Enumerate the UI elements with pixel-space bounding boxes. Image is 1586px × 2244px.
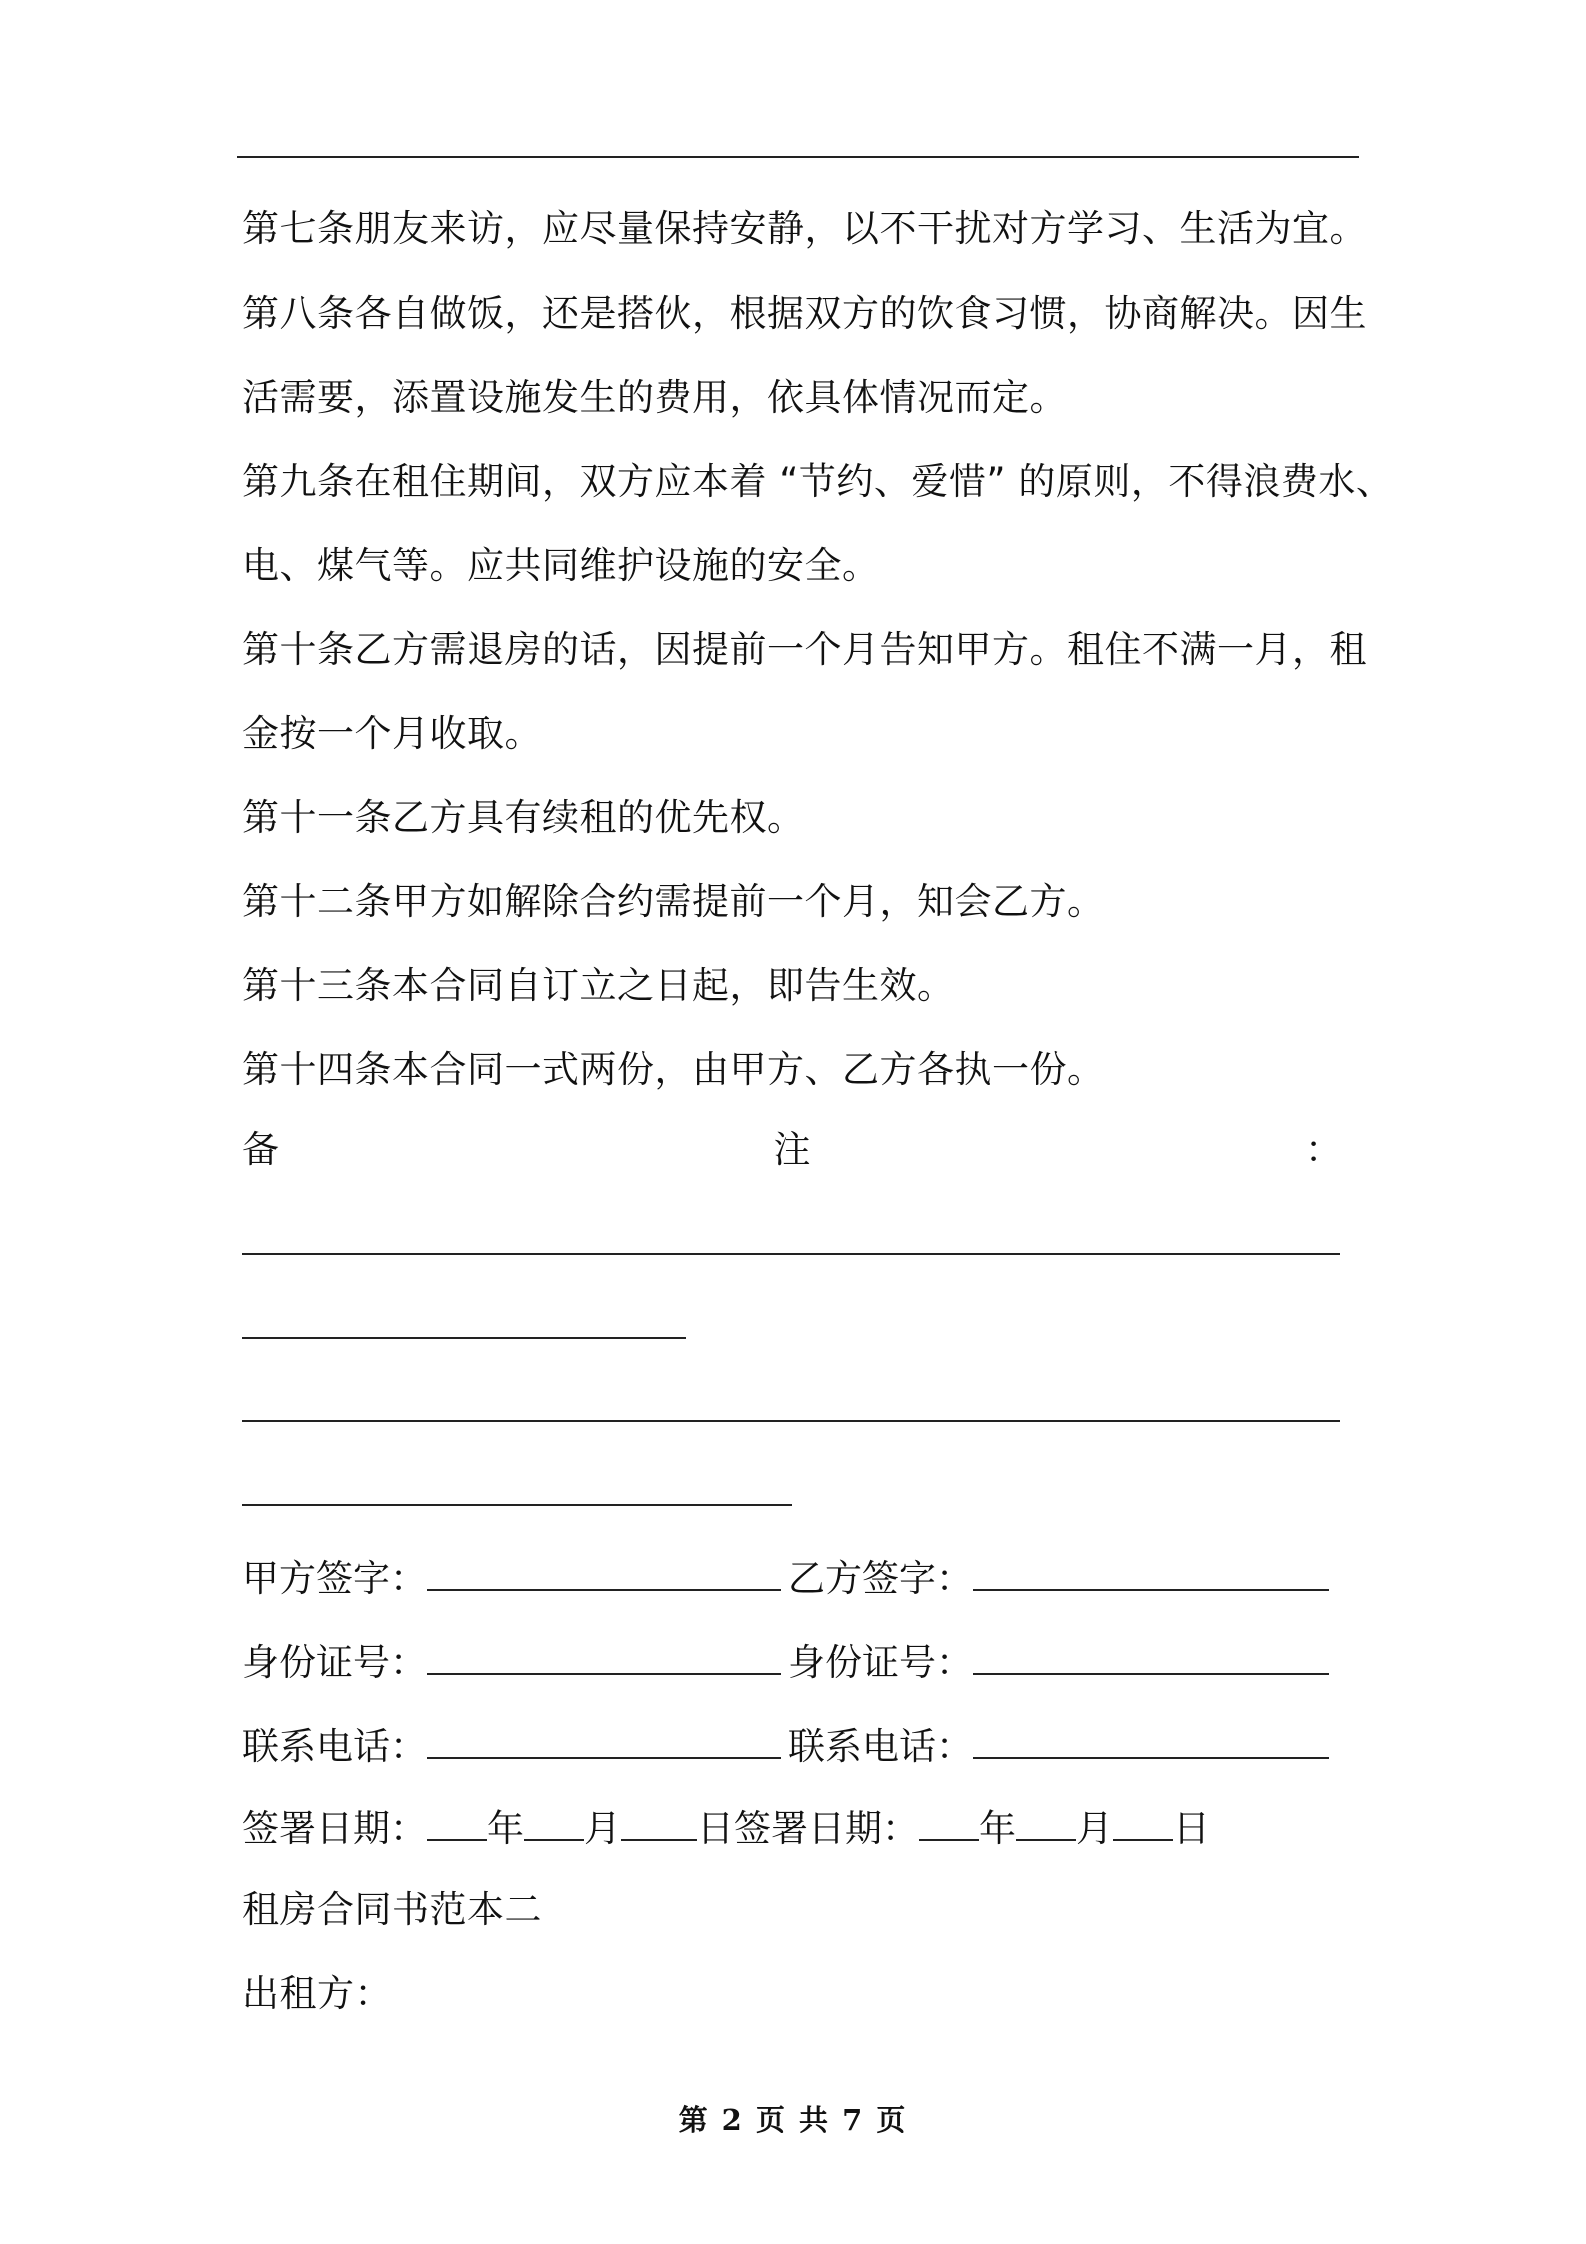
clause-12-line: 第十二条甲方如解除合约需提前一个月，知会乙方。 xyxy=(242,880,1105,923)
party-b-month-blank[interactable] xyxy=(1016,1803,1076,1841)
party-b-phone-blank[interactable] xyxy=(973,1721,1329,1759)
party-a-sign-label: 甲方签字： xyxy=(242,1557,427,1600)
party-a-phone-blank[interactable] xyxy=(427,1721,781,1759)
remarks-char-1: 备 xyxy=(242,1128,279,1171)
party-b-phone-label: 联系电话： xyxy=(788,1725,973,1768)
header-rule xyxy=(237,156,1359,158)
party-b-year-label: 年 xyxy=(979,1807,1016,1850)
party-b-id-label: 身份证号： xyxy=(788,1641,973,1684)
remarks-char-2: 注 xyxy=(773,1128,811,1171)
remarks-blank-line-2[interactable] xyxy=(242,1337,686,1339)
remarks-colon: ： xyxy=(1305,1128,1342,1171)
party-b-year-blank[interactable] xyxy=(919,1803,979,1841)
party-a-id-label: 身份证号： xyxy=(242,1641,427,1684)
party-b-day-blank[interactable] xyxy=(1113,1803,1173,1841)
party-b-sign-blank[interactable] xyxy=(973,1553,1329,1591)
party-a-month-blank[interactable] xyxy=(524,1803,584,1841)
clause-7-line: 第七条朋友来访，应尽量保持安静，以不干扰对方学习、生活为宜。 xyxy=(242,207,1367,250)
signature-row xyxy=(242,1553,1358,1601)
clause-9-line-2: 电、煤气等。应共同维护设施的安全。 xyxy=(242,544,880,587)
party-a-sign-blank[interactable] xyxy=(427,1553,781,1591)
party-a-date-label: 签署日期： xyxy=(242,1807,427,1850)
clause-13-line: 第十三条本合同自订立之日起，即告生效。 xyxy=(242,964,955,1007)
section-title: 租房合同书范本二 xyxy=(242,1888,542,1931)
party-b-month-label: 月 xyxy=(1076,1807,1113,1850)
lessor-label: 出租方： xyxy=(242,1972,392,2015)
date-row xyxy=(242,1803,1358,1851)
clause-9-line-1: 第九条在租住期间，双方应本着 “节约、爱惜” 的原则，不得浪费水、 xyxy=(242,460,1394,503)
remarks-blank-line-3[interactable] xyxy=(242,1420,1340,1422)
party-b-sign-label: 乙方签字： xyxy=(788,1557,973,1600)
clause-11-line: 第十一条乙方具有续租的优先权。 xyxy=(242,796,805,839)
party-a-id-blank[interactable] xyxy=(427,1637,781,1675)
remarks-label xyxy=(242,1126,1342,1174)
id-number-row xyxy=(242,1637,1358,1685)
party-a-month-label: 月 xyxy=(584,1807,621,1850)
page-number-footer: 第 2 页 共 7 页 xyxy=(678,2103,908,2137)
remarks-blank-line-4[interactable] xyxy=(242,1504,792,1506)
phone-row xyxy=(242,1721,1358,1769)
clause-8-line-2: 活需要，添置设施发生的费用，依具体情况而定。 xyxy=(242,376,1067,419)
party-a-day-label: 日 xyxy=(697,1807,734,1850)
remarks-blank-line-1[interactable] xyxy=(242,1253,1340,1255)
clause-14-line: 第十四条本合同一式两份，由甲方、乙方各执一份。 xyxy=(242,1048,1105,1091)
party-a-phone-label: 联系电话： xyxy=(242,1725,427,1768)
party-a-year-label: 年 xyxy=(487,1807,524,1850)
party-a-year-blank[interactable] xyxy=(427,1803,487,1841)
party-b-id-blank[interactable] xyxy=(973,1637,1329,1675)
party-b-day-label: 日 xyxy=(1173,1807,1210,1850)
clause-8-line-1: 第八条各自做饭，还是搭伙，根据双方的饮食习惯，协商解决。因生 xyxy=(242,292,1367,335)
party-b-date-label: 签署日期： xyxy=(734,1807,919,1850)
party-a-day-blank[interactable] xyxy=(621,1803,697,1841)
clause-10-line-2: 金按一个月收取。 xyxy=(242,712,542,755)
clause-10-line-1: 第十条乙方需退房的话，因提前一个月告知甲方。租住不满一月，租 xyxy=(242,628,1367,671)
